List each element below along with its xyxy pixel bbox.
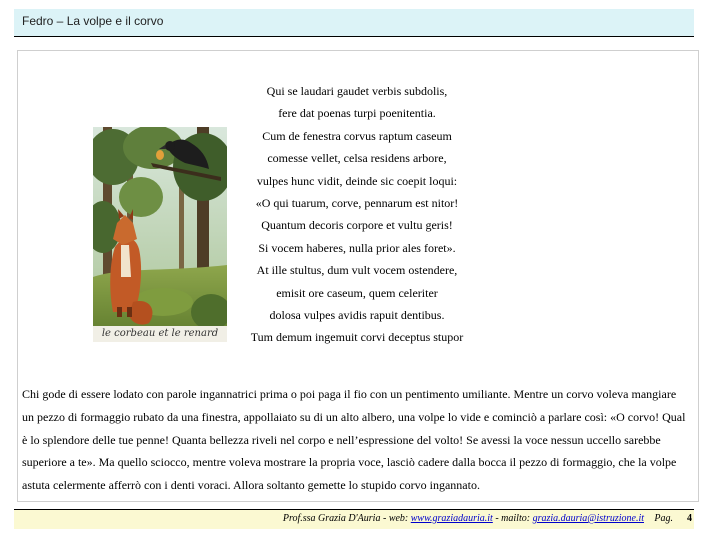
poem-line: vulpes hunc vidit, deinde sic coepit loqui: (256, 173, 458, 188)
author-name: Prof.ssa Grazia D'Auria (282, 513, 381, 524)
poem-line: emisit ore caseum, quem celeriter (276, 285, 438, 300)
footer-credits (283, 513, 644, 524)
fox-leg (127, 307, 132, 317)
poem-line: fere dat poenas turpi poenitentia. (278, 106, 436, 121)
fox-and-crow-illustration (93, 127, 227, 342)
poem-line: dolosa vulpes avidis rapuit dentibus. (269, 307, 445, 322)
poem-line: Si vocem haberes, nulla prior ales foret». (258, 240, 456, 255)
poem-line: comesse vellet, celsa residens arbore, (267, 151, 447, 166)
poem-line: Qui se laudari gaudet verbis subdolis, (266, 84, 448, 98)
foliage (119, 177, 163, 217)
website-link[interactable]: www.graziadauria.it (410, 513, 493, 524)
poem-line: «O qui tuarum, corve, pennarum est nitor! (255, 195, 459, 210)
forest-scene-image (93, 127, 227, 342)
page-title: Fedro – La volpe e il corvo (22, 14, 164, 28)
footer (14, 509, 694, 529)
mail-label: mailto: (501, 513, 533, 524)
separator: - (492, 513, 502, 524)
separator: - (380, 513, 389, 524)
page-label: Pag. (654, 513, 673, 524)
title-bar (14, 9, 694, 37)
italian-translation: Chi gode di essere lodato con parole ingannatrici prima o poi paga il fio con un pentimento umiliante. Mentre un corvo voleva mangiare un pezzo di formaggio rubato da una finestra, appollaiato su di un alto albero, una volpe lo vide e cominciò a parlare così: «O corvo! Qual è lo splendore delle tue penne! Quanta bellezza riveli nel corpo e nell’espressione del volto! Se avessi la voce nessun uccello sarebbe superiore a te». Ma quello sciocco, mentre voleva mostrare la propria voce, lasciò cadere dalla bocca il pezzo di formaggio, che la volpe astuta celermente afferrò con i denti voraci. Allora soltanto gemette lo stupido corvo ingannato. (22, 387, 686, 493)
email-link[interactable]: grazia.dauria@istruzione.it (532, 513, 644, 524)
page-number-block (654, 513, 692, 524)
fox-leg (117, 307, 122, 317)
poem-line: Tum demum ingemuit corvi deceptus stupor (250, 330, 464, 345)
page-number: 4 (687, 513, 692, 524)
latin-poem (238, 80, 476, 349)
poem-line: Quantum decoris corpore et vultu geris! (261, 218, 453, 233)
poem-line: Cum de fenestra corvus raptum caseum (262, 128, 452, 143)
web-label: web: (388, 513, 411, 524)
poem-line: At ille stultus, dum vult vocem ostendere, (256, 263, 458, 278)
illustration-caption: le corbeau et le renard (93, 326, 227, 342)
crow-head (165, 141, 175, 151)
cheese (156, 150, 164, 160)
